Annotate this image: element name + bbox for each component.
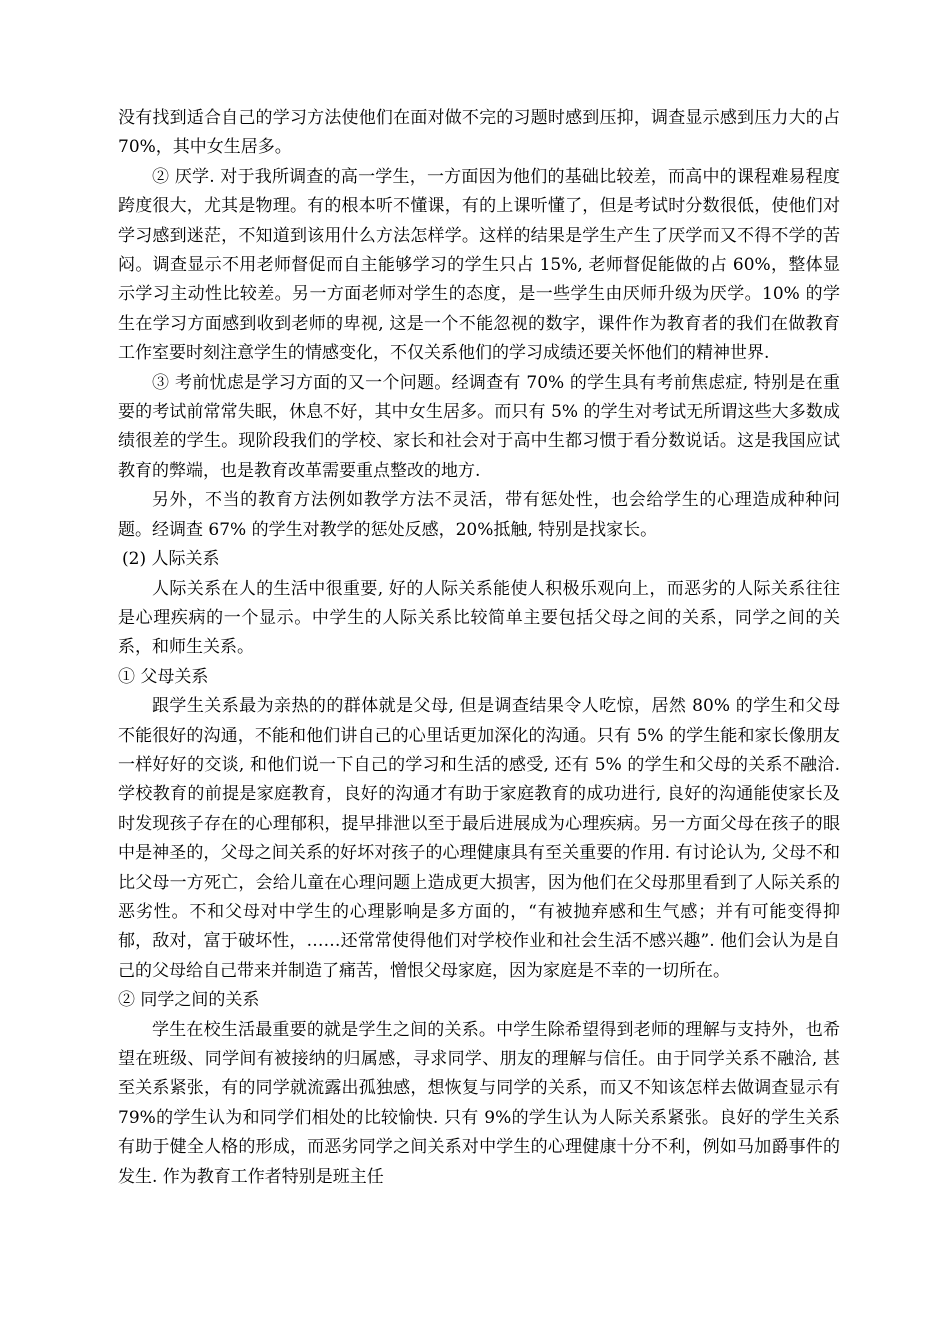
paragraph-interpersonal-intro: 人际关系在人的生活中很重要, 好的人际关系能使人积极乐观向上，而恶劣的人际关系往往是心理疾病的一个显示。中学生的人际关系比较简单主要包括父母之间的关系，同学之间的关系，和师生关系。: [118, 578, 840, 658]
paragraph-continuation: 没有找到适合自己的学习方法使他们在面对做不完的习题时感到压抑，调查显示感到压力大的占 70%，其中女生居多。: [118, 108, 840, 158]
paragraph-classmate-relations: 学生在校生活最重要的就是学生之间的关系。中学生除希望得到老师的理解与支持外，也希望在班级、同学间有被接纳的归属感，寻求同学、朋友的理解与信任。由于同学关系不融洽, 甚至关系紧张，有的同学就流露出孤独感，想恢复与同学的关系，而又不知该怎样去做调查显示有 79%的学生认为和同学们相处的比较愉快. 只有 9%的学生认为人际关系紧张。良好的学生关系有助于健全人格的形成，而恶劣同学之间关系对中学生的心理健康十分不利，例如马加爵事件的发生. 作为教育工作者特别是班主任: [118, 1019, 840, 1187]
section-heading-interpersonal: (2) 人际关系: [122, 549, 220, 570]
paragraph-weariness-of-study: ② 厌学. 对于我所调查的高一学生，一方面因为他们的基础比较差，而高中的课程难易程度跨度很大，尤其是物理。有的根本听不懂课，有的上课听懂了，但是考试时分数很低，使他们对学习感到迷茫，不知道到该用什么方法怎样学。这样的结果是学生产生了厌学而又不得不学的苦闷。调查显示不用老师督促而自主能够学习的学生只占 15%, 老师督促能做的占 60%，整体显示学习主动性比较差。另一方面老师对学生的态度，是一些学生由厌师升级为厌学。10% 的学生在学习方面感到收到老师的卑视, 这是一个不能忽视的数字，课件作为教育者的我们在做教育工作室要时刻注意学生的情感变化，不仅关系他们的学习成绩还要关怀他们的精神世界.: [118, 166, 840, 364]
paragraph-teaching-methods: 另外，不当的教育方法例如教学方法不灵活，带有惩处性，也会给学生的心理造成种种问题。经调查 67% 的学生对教学的惩处反感，20%抵触, 特别是找家长。: [118, 490, 840, 540]
paragraph-exam-anxiety: ③ 考前忧虑是学习方面的又一个问题。经调查有 70% 的学生具有考前焦虑症, 特别是在重要的考试前常常失眠，休息不好，其中女生居多。而只有 5% 的学生对考试无所谓这些大多数成绩很差的学生。现阶段我们的学校、家长和社会对于高中生都习惯于看分数说话。这是我国应试教育的弊端，也是教育改革需要重点整改的地方.: [118, 372, 840, 481]
subheading-parent-relations: ① 父母关系: [118, 666, 209, 687]
document-body: [118, 104, 840, 1192]
paragraph-parent-relations: 跟学生关系最为亲热的的群体就是父母, 但是调查结果令人吃惊，居然 80% 的学生和父母不能很好的沟通，不能和他们讲自己的心里话更加深化的沟通。只有 5% 的学生能和家长像朋友一样好好的交谈, 和他们说一下自己的学习和生活的感受, 还有 5% 的学生和父母的关系不融洽. 学校教育的前提是家庭教育，良好的沟通才有助于家庭教育的成功进行, 良好的沟通能使家长及时发现孩子存在的心理郁积，提早排泄以至于最后进展成为心理疾病。另一方面父母在孩子的眼中是神圣的，父母之间关系的好坏对孩子的心理健康具有至关重要的作用. 有讨论认为, 父母不和比父母一方死亡，会给儿童在心理问题上造成更大损害，因为他们在父母那里看到了人际关系的恶劣性。不和父母对中学生的心理影响是多方面的，“有被抛弃感和生气感；并有可能变得抑郁，敌对，富于破坏性，……还常常使得他们对学校作业和社会生活不感兴趣”. 他们会认为是自己的父母给自己带来并制造了痛苦，憎恨父母家庭，因为家庭是不幸的一切所在。: [118, 696, 840, 981]
subheading-classmate-relations: ② 同学之间的关系: [118, 990, 260, 1011]
